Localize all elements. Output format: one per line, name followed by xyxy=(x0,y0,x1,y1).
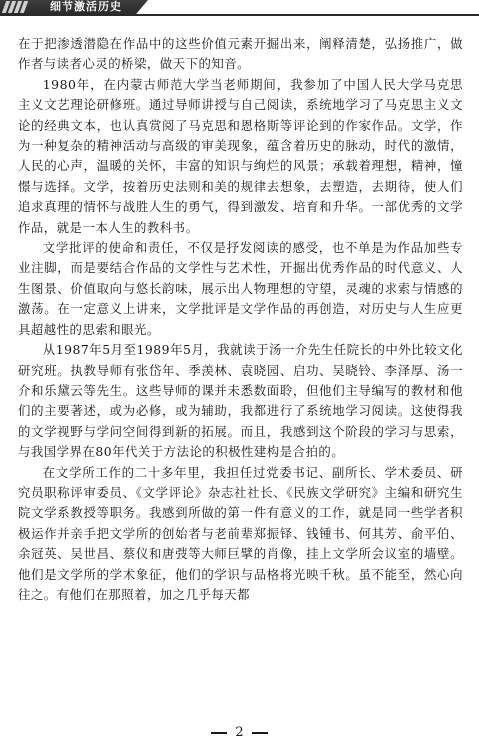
paragraph-3: 文学批评的使命和责任，不仅是抒发阅读的感受，也不单是为作品加些专业注脚，而是要结合作品的文学性与艺术性，开掘出优秀作品的时代意义、人生图景、价值取向与悠长韵味，展示出人物理想的守望，灵魂的求索与情感的激荡。在一定意义上讲来，文学批评是文学作品的再创造，对历史与人生应更具超越性的思索和眼光。 xyxy=(18,240,463,337)
footer-dash-left xyxy=(211,732,227,734)
page-number: 2 xyxy=(235,725,244,740)
running-header xyxy=(0,0,479,20)
header-rule xyxy=(0,14,479,16)
header-title: 细节激活历史 xyxy=(50,0,122,13)
paragraph-2: 1980年，在内蒙古师范大学当老师期间，我参加了中国人民大学马克思主义文艺理论研修班。通过导师讲授与自己阅读，系统地学习了马克思主义文论的经典文本，也认真赏阅了马克思和恩格斯等评论到的作家作品。文学，作为一种复杂的精神活动与高级的审美现象，蕴含着历史的脉动，时代的激情，人民的心声，温暖的关怀，丰富的知识与绚烂的风景；承载着理想，精神，憧憬与选择。文学，按着历史法则和美的规律去想象，去塑造，去期待，使人们追求真理的情怀与战胜人生的勇气，得到激发、培育和升华。一部优秀的文学作品，就是一本人生的教科书。 xyxy=(18,76,463,235)
page-body xyxy=(18,34,463,605)
footer-dash-right xyxy=(252,732,268,734)
paragraph-1: 在于把渗透潜隐在作品中的这些价值元素开掘出来，阐释清楚，弘扬推广，做作者与读者心灵的桥梁，做天下的知音。 xyxy=(18,36,463,72)
paragraph-5: 在文学所工作的二十多年里，我担任过党委书记、副所长、学术委员、研究员职称评审委员、《文学评论》杂志社社长、《民族文学研究》主编和研究生院文学系教授等职务。我感到所做的第一件有意义的工作，就是同一些学者积极运作并亲手把文学所的创始者与老前辈郑振铎、钱锺书、何其芳、俞平伯、余冠英、吴世昌、蔡仪和唐弢等大师巨擘的肖像，挂上文学所会议室的墙壁。他们是文学所的学术象征，他们的学识与品格将光映千秋。虽不能至，然心向往之。有他们在那照着，加之几乎每天都 xyxy=(18,464,463,602)
page-footer xyxy=(0,724,479,742)
paragraph-4: 从1987年5月至1989年5月，我就读于汤一介先生任院长的中外比较文化研究班。执教导师有张岱年、季羡林、袁晓园、启功、吴晓铃、李泽厚、汤一介和乐黛云等先生。这些导师的课并未悉数面聆，但他们主导编写的教材和他们的主要著述，或为必修，或为辅助，我都进行了系统地学习阅读。这使得我的文学视野与学问空间得到新的拓展。而且，我感到这个阶段的学习与思索，与我国学界在80年代关于方法论的积极性建构是合拍的。 xyxy=(18,342,463,460)
header-stripes-decoration xyxy=(4,1,30,13)
